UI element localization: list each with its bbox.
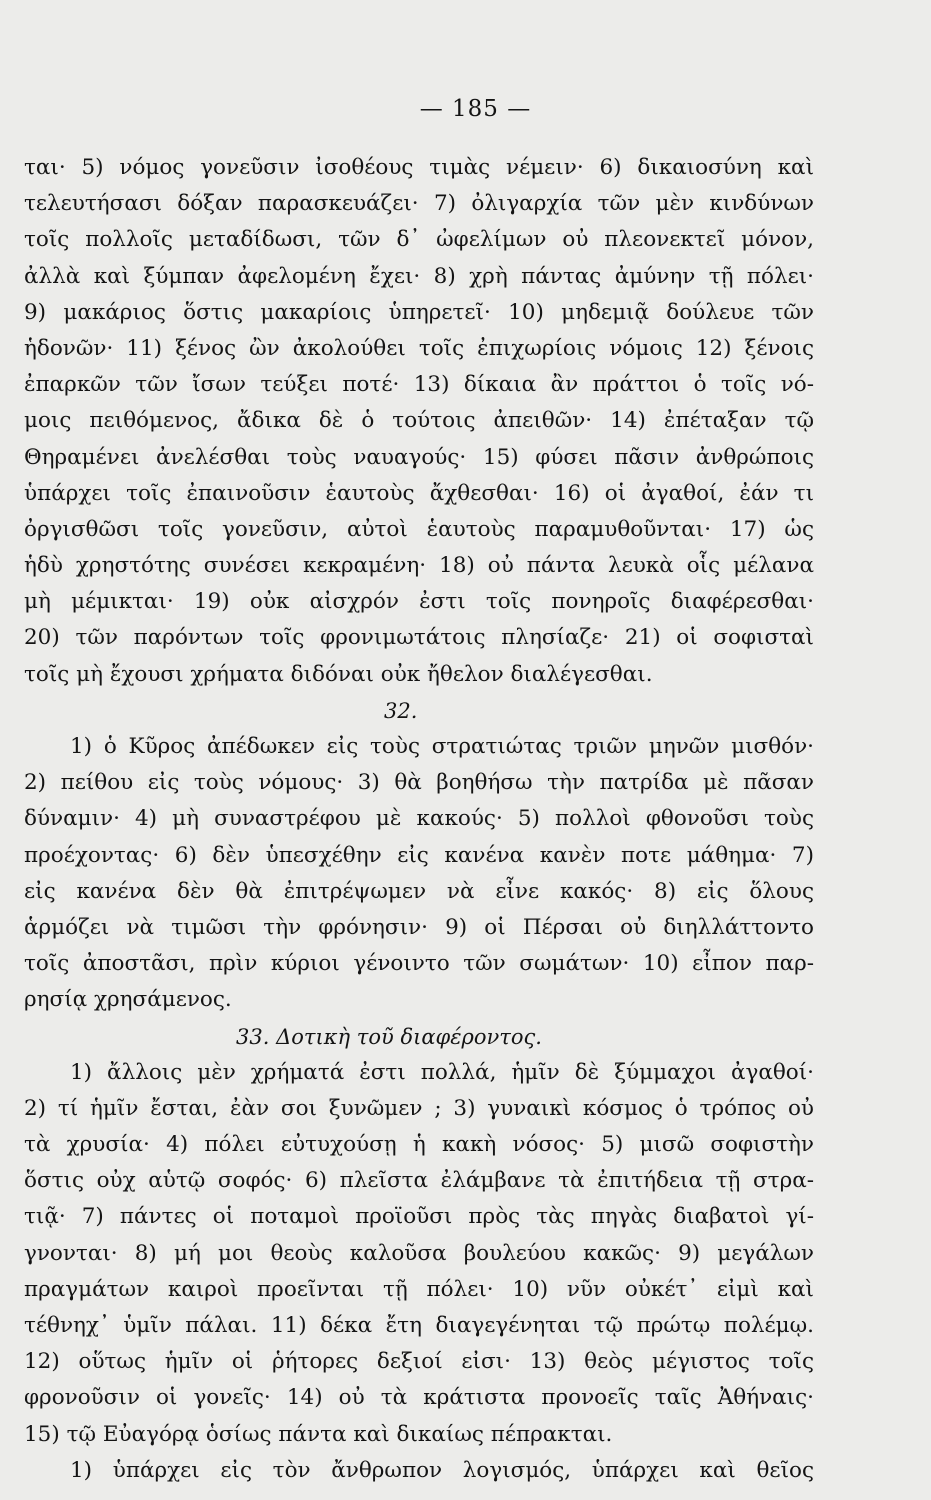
- text-line: τελευτήσασι δόξαν παρασκευάζει· 7) ὀλιγαρχία τῶν μὲν κινδύνων: [24, 191, 814, 217]
- text-line: 12) οὕτως ἡμῖν οἱ ῥήτορες δεξιοί εἰσι· 13) θεὸς μέγιστος τοῖς: [24, 1349, 814, 1375]
- section-heading: 33. Δοτικὴ τοῦ διαφέροντος.: [236, 1024, 542, 1049]
- text-line: τιᾷ· 7) πάντες οἱ ποταμοὶ προϊοῦσι πρὸς τὰς πηγὰς διαβατοὶ γί-: [24, 1204, 814, 1230]
- page-text: [24, 150, 814, 1489]
- text-line: προέχοντας· 6) δὲν ὑπεσχέθην εἰς κανένα κανὲν ποτε μάθημα· 7): [24, 842, 814, 868]
- text-line: Θηραμένει ἀνελέσθαι τοὺς ναυαγούς· 15) φύσει πᾶσιν ἀνθρώποις: [24, 444, 814, 470]
- text-line: εἰς κανένα δὲν θὰ ἐπιτρέψωμεν νὰ εἶνε κακός· 8) εἰς ὅλους: [24, 878, 814, 904]
- text-line: 20) τῶν παρόντων τοῖς φρονιμωτάτοις πλησίαζε· 21) οἱ σοφισταὶ: [24, 625, 814, 651]
- text-line: τὰ χρυσία· 4) πόλει εὐτυχούσῃ ἡ κακὴ νόσος· 5) μισῶ σοφιστὴν: [24, 1132, 814, 1158]
- text-line: ἡδὺ χρηστότης συνέσει κεκραμένη· 18) οὐ πάντα λευκὰ οἷς μέλανα: [24, 553, 814, 579]
- text-line: ἐπαρκῶν τῶν ἴσων τεύξει ποτέ· 13) δίκαια ἂν πράττοι ὁ τοῖς νό-: [24, 372, 814, 398]
- text-line: 1) ὑπάρχει εἰς τὸν ἄνθρωπον λογισμός, ὑπάρχει καὶ θεῖος: [70, 1457, 814, 1483]
- text-line: ἀλλὰ καὶ ξύμπαν ἀφελομένη ἔχει· 8) χρὴ πάντας ἀμύνην τῇ πόλει·: [24, 263, 814, 289]
- text-line: τοῖς ἀποστᾶσι, πρὶν κύριοι γένοιντο τῶν σωμάτων· 10) εἶπον παρ-: [24, 951, 814, 977]
- text-line: ἡδονῶν· 11) ξένος ὢν ἀκολούθει τοῖς ἐπιχωρίοις νόμοις 12) ξένοις: [24, 335, 814, 361]
- text-line: δύναμιν· 4) μὴ συναστρέφου μὲ κακούς· 5) πολλοὶ φθονοῦσι τοὺς: [24, 806, 814, 832]
- text-line: 15) τῷ Εὐαγόρᾳ ὁσίως πάντα καὶ δικαίως πέπρακται.: [24, 1421, 613, 1447]
- text-line: μοις πειθόμενος, ἄδικα δὲ ὁ τούτοις ἀπειθῶν· 14) ἐπέταξαν τῷ: [24, 408, 814, 434]
- text-line: τοῖς πολλοῖς μεταδίδωσι, τῶν δ᾽ ὠφελίμων οὐ πλεονεκτεῖ μόνον,: [24, 227, 814, 253]
- text-line: ἁρμόζει νὰ τιμῶσι τὴν φρόνησιν· 9) οἱ Πέρσαι οὐ διηλλάττοντο: [24, 914, 814, 940]
- text-line: ὅστις οὐχ αὑτῷ σοφός· 6) πλεῖστα ἐλάμβανε τὰ ἐπιτήδεια τῇ στρα-: [24, 1168, 814, 1194]
- text-line: 2) πείθου εἰς τοὺς νόμους· 3) θὰ βοηθήσω τὴν πατρίδα μὲ πᾶσαν: [24, 770, 814, 796]
- text-line: μὴ μέμικται· 19) οὐκ αἰσχρόν ἐστι τοῖς πονηροῖς διαφέρεσθαι·: [24, 589, 814, 615]
- text-line: 2) τί ἡμῖν ἔσται, ἐὰν σοι ξυνῶμεν ; 3) γυναικὶ κόσμος ὁ τρόπος οὐ: [24, 1095, 814, 1121]
- text-line: ται· 5) νόμος γονεῦσιν ἰσοθέους τιμὰς νέμειν· 6) δικαιοσύνη καὶ: [24, 155, 814, 180]
- text-line: ὀργισθῶσι τοῖς γονεῦσιν, αὐτοὶ ἑαυτοὺς παραμυθοῦνται· 17) ὡς: [24, 516, 814, 542]
- text-line: τέθνηχ᾽ ὑμῖν πάλαι. 11) δέκα ἔτη διαγεγένηται τῷ πρώτῳ πολέμῳ.: [24, 1313, 814, 1338]
- text-line: 9) μακάριος ὅστις μακαρίοις ὑπηρετεῖ· 10) μηδεμιᾷ δούλευε τῶν: [24, 299, 814, 325]
- text-line: ὑπάρχει τοῖς ἐπαινοῦσιν ἑαυτοὺς ἄχθεσθαι· 16) οἱ ἀγαθοί, ἐάν τι: [24, 480, 814, 506]
- page-number: — 185 —: [419, 96, 532, 122]
- text-line: 1) ἄλλοις μὲν χρήματά ἐστι πολλά, ἡμῖν δὲ ξύμμαχοι ἀγαθοί·: [70, 1059, 814, 1085]
- text-line: φρονοῦσιν οἱ γονεῖς· 14) οὐ τὰ κράτιστα προνοεῖς ταῖς Ἀθήναις·: [24, 1385, 814, 1411]
- text-line: γνονται· 8) μή μοι θεοὺς καλοῦσα βουλεύου κακῶς· 9) μεγάλων: [24, 1240, 814, 1266]
- text-line: τοῖς μὴ ἔχουσι χρήματα διδόναι οὐκ ἤθελον διαλέγεσθαι.: [24, 661, 653, 687]
- text-line: 1) ὁ Κῦρος ἀπέδωκεν εἰς τοὺς στρατιώτας τριῶν μηνῶν μισθόν·: [70, 734, 814, 759]
- section-heading: 32.: [384, 698, 418, 723]
- text-line: πραγμάτων καιροὶ προεῖνται τῇ πόλει· 10) νῦν οὐκέτ᾽ εἰμὶ καὶ: [24, 1276, 814, 1302]
- text-line: ρησίᾳ χρησάμενος.: [24, 987, 232, 1013]
